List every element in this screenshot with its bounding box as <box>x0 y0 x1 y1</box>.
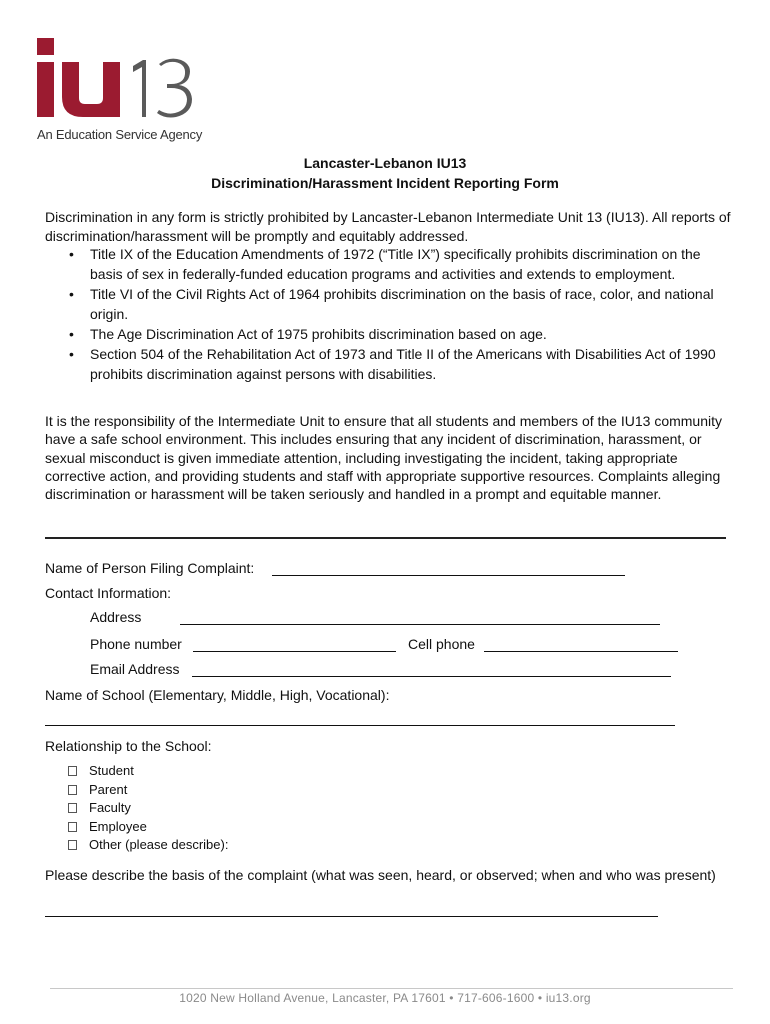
checkbox-other[interactable] <box>68 840 77 850</box>
address-label: Address <box>90 609 142 625</box>
cell-label: Cell phone <box>408 636 475 652</box>
logo-tagline: An Education Service Agency <box>37 127 203 142</box>
footer-divider <box>50 988 733 989</box>
option-student[interactable]: Student <box>68 762 228 781</box>
school-field[interactable] <box>45 725 675 726</box>
option-faculty[interactable]: Faculty <box>68 799 228 818</box>
describe-field[interactable] <box>45 916 658 917</box>
phone-field[interactable] <box>193 651 396 652</box>
email-label: Email Address <box>90 661 180 677</box>
checkbox-student[interactable] <box>68 766 77 776</box>
option-parent[interactable]: Parent <box>68 781 228 800</box>
phone-label: Phone number <box>90 636 182 652</box>
describe-label: Please describe the basis of the complaint (what was seen, heard, or observed; when and who was present) <box>45 867 716 883</box>
checkbox-parent[interactable] <box>68 785 77 795</box>
relationship-options <box>68 762 228 855</box>
option-other[interactable]: Other (please describe): <box>68 836 228 855</box>
checkbox-faculty[interactable] <box>68 803 77 813</box>
address-field[interactable] <box>180 624 660 625</box>
name-field[interactable] <box>272 575 625 576</box>
law-item-title-vi: • Title VI of the Civil Rights Act of 1964 prohibits discrimination on the basis of race, color, and national origin. <box>66 284 726 324</box>
law-item-age: • The Age Discrimination Act of 1975 prohibits discrimination based on age. <box>66 324 726 344</box>
school-label: Name of School (Elementary, Middle, High, Vocational): <box>45 687 390 703</box>
law-item-title-ix: • Title IX of the Education Amendments of 1972 (“Title IX”) specifically prohibits discrimination on the basis of sex in federally-funded education programs and activities and extends to employment. <box>66 244 726 284</box>
email-field[interactable] <box>192 676 671 677</box>
checkbox-employee[interactable] <box>68 822 77 832</box>
org-title: Lancaster-Lebanon IU13 <box>303 155 467 171</box>
section-divider <box>45 537 726 539</box>
cell-field[interactable] <box>484 651 678 652</box>
law-item-section-504: • Section 504 of the Rehabilitation Act of 1973 and Title II of the Americans with Disabilities Act of 1990 prohibits discrimination against persons with disabilities. <box>66 344 726 384</box>
footer-address: 1020 New Holland Avenue, Lancaster, PA 17601 • 717-606-1600 • iu13.org <box>179 991 591 1005</box>
relationship-label: Relationship to the School: <box>45 738 212 754</box>
option-employee[interactable]: Employee <box>68 818 228 837</box>
intro-paragraph: Discrimination in any form is strictly prohibited by Lancaster-Lebanon Intermediate Unit 13 (IU13). All reports of discrimination/harassment will be promptly and equitably addressed. <box>45 209 731 244</box>
law-list <box>66 244 726 384</box>
name-label: Name of Person Filing Complaint: <box>45 560 255 576</box>
form-title: Discrimination/Harassment Incident Reporting Form <box>211 175 559 191</box>
contact-label: Contact Information: <box>45 585 172 601</box>
responsibility-paragraph: It is the responsibility of the Intermediate Unit to ensure that all students and members of the IU13 community have a safe school environment. This includes ensuring that any incident of discrimination, harassment, or sexual misconduct is given immediate attention, including investigating the incident, taking appropriate corrective action, and providing students and staff with appropriate supportive resources. Complaints alleging discrimination or harassment will be taken seriously and handled in a prompt and equitable manner. <box>45 413 723 503</box>
